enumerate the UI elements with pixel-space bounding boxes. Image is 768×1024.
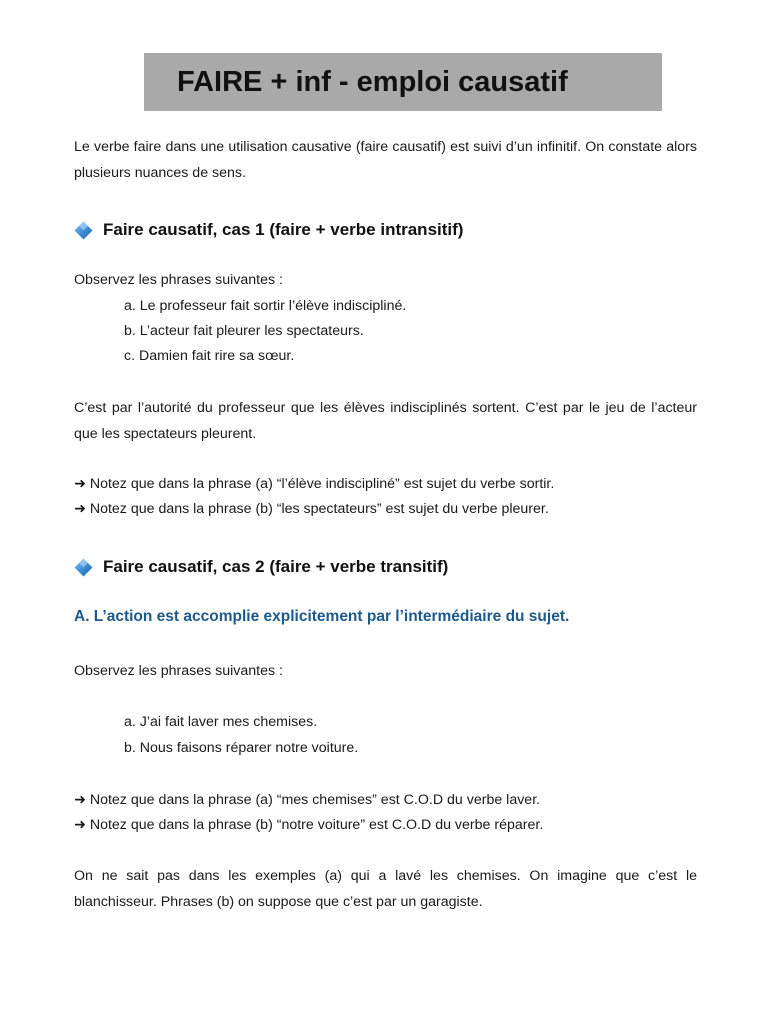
- blue-diamond-icon: [74, 221, 93, 240]
- section1-explanation: C’est par l’autorité du professeur que les élèves indisciplinés sortent. C’est par le jeu de l’acteur que les spectateurs pleurent.: [74, 400, 697, 442]
- section1-example-b: b. L’acteur fait pleurer les spectateurs.: [124, 323, 364, 339]
- section1-example-a: a. Le professeur fait sortir l’élève indiscipliné.: [124, 298, 407, 314]
- section2-observe: Observez les phrases suivantes :: [74, 663, 283, 679]
- section2-heading-row: [74, 557, 448, 577]
- page-title: FAIRE + inf - emploi causatif: [177, 65, 568, 98]
- section2-note-b: ➜ Notez que dans la phrase (b) “notre voiture” est C.O.D du verbe réparer.: [74, 817, 544, 833]
- section2-explanation: On ne sait pas dans les exemples (a) qui a lavé les chemises. On imagine que c’est le blanchisseur. Phrases (b) on suppose que c’est par un garagiste.: [74, 868, 697, 910]
- section2-subheading: A. L’action est accomplie explicitement par l’intermédiaire du sujet.: [74, 608, 570, 625]
- section1-note-a: ➜ Notez que dans la phrase (a) “l’élève indiscipliné” est sujet du verbe sortir.: [74, 476, 555, 492]
- section2-note-a: ➜ Notez que dans la phrase (a) “mes chemises” est C.O.D du verbe laver.: [74, 792, 541, 808]
- section1-heading-row: [74, 220, 463, 240]
- intro-paragraph: Le verbe faire dans une utilisation causative (faire causatif) est suivi d’un infinitif. On constate alors plusieurs nuances de sens.: [74, 139, 697, 181]
- section2-example-b: b. Nous faisons réparer notre voiture.: [124, 740, 359, 756]
- section1-heading: Faire causatif, cas 1 (faire + verbe intransitif): [103, 220, 464, 239]
- title-banner: [144, 53, 662, 111]
- blue-diamond-icon: [74, 558, 93, 577]
- section1-observe: Observez les phrases suivantes :: [74, 272, 283, 288]
- section2-example-a: a. J’ai fait laver mes chemises.: [124, 714, 318, 730]
- section1-example-c: c. Damien fait rire sa sœur.: [124, 348, 295, 364]
- section2-heading: Faire causatif, cas 2 (faire + verbe transitif): [103, 557, 449, 576]
- section1-note-b: ➜ Notez que dans la phrase (b) “les spectateurs” est sujet du verbe pleurer.: [74, 501, 549, 517]
